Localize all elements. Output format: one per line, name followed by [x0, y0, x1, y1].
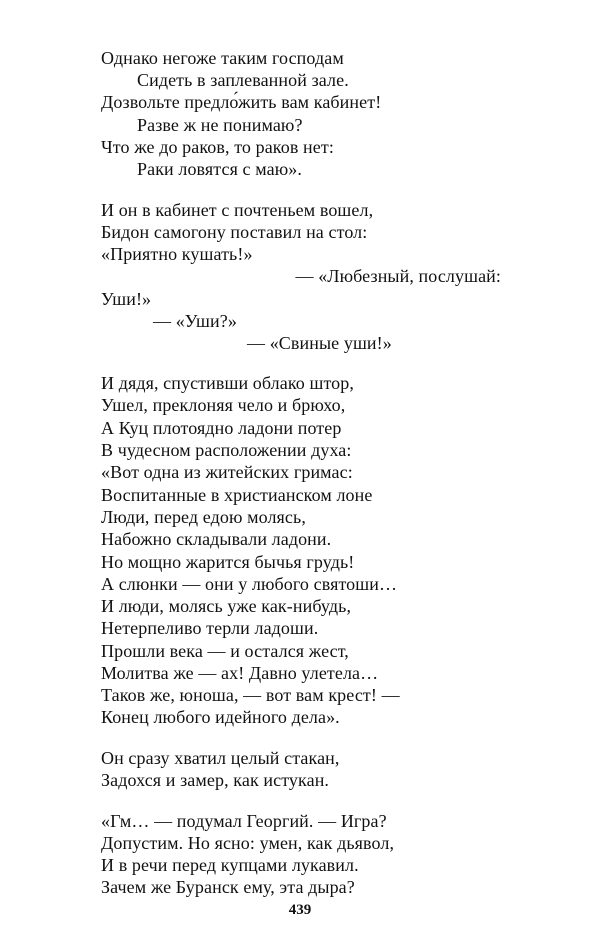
verse-line: Бидон самогону поставил на стол:	[101, 222, 368, 242]
verse-line: «Гм… — подумал Георгий. — Игра?	[101, 811, 387, 831]
verse-line: «Вот одна из житейских гримас:	[101, 462, 353, 482]
verse-line: Уши!»	[101, 289, 152, 309]
verse-line: Сидеть в заплеванной зале.	[137, 70, 349, 90]
verse-line: И он в кабинет с почтеньем вошел,	[101, 200, 374, 220]
verse-line: Задохся и замер, как истукан.	[101, 770, 330, 790]
verse-line: А Куц плотоядно ладони потер	[101, 418, 342, 438]
verse-line: Таков же, юноша, — вот вам крест! —	[101, 685, 400, 705]
verse-line: Дозвольте предло́жить вам кабинет!	[101, 92, 382, 112]
verse-line: Молитва же — ах! Давно улетела…	[101, 663, 379, 683]
verse-line: А слюнки — они у любого святоши…	[101, 574, 398, 594]
verse-line: Раки ловятся с маю».	[137, 159, 302, 179]
verse-line: Разве ж не понимаю?	[137, 115, 303, 135]
page-number: 439	[288, 902, 312, 918]
verse-line: Ушел, преклоняя чело и брюхо,	[101, 395, 346, 415]
verse-line: Зачем же Буранск ему, эта дыра?	[101, 877, 355, 897]
verse-line: Прошли века — и остался жест,	[101, 641, 349, 661]
verse-line: И дядя, спустивши облако штор,	[101, 373, 354, 393]
verse-line: — «Любезный, послушай:	[295, 266, 501, 286]
verse-line: И люди, молясь уже как-нибудь,	[101, 596, 352, 616]
verse-line: — «Уши?»	[153, 311, 237, 331]
verse-line: В чудесном расположении духа:	[101, 440, 352, 460]
verse-line: Конец любого идейного дела».	[101, 707, 340, 727]
verse-line: Он сразу хватил целый стакан,	[101, 748, 340, 768]
verse-line: Однако негоже таким господам	[101, 48, 344, 68]
verse-line: «Приятно кушать!»	[101, 244, 253, 264]
verse-line: — «Свиные уши!»	[247, 333, 392, 353]
verse-line: Набожно складывали ладони.	[101, 529, 332, 549]
verse-line: И в речи перед купцами лукавил.	[101, 855, 359, 875]
verse-line: Что же до раков, то раков нет:	[101, 137, 334, 157]
verse-line: Нетерпеливо терли ладоши.	[101, 618, 319, 638]
verse-line: Воспитанные в христианском лоне	[101, 485, 373, 505]
verse-line: Допустим. Но ясно: умен, как дьявол,	[101, 833, 395, 853]
verse-line: Люди, перед едою молясь,	[101, 507, 306, 527]
verse-line: Но мощно жарится бычья грудь!	[101, 552, 355, 572]
